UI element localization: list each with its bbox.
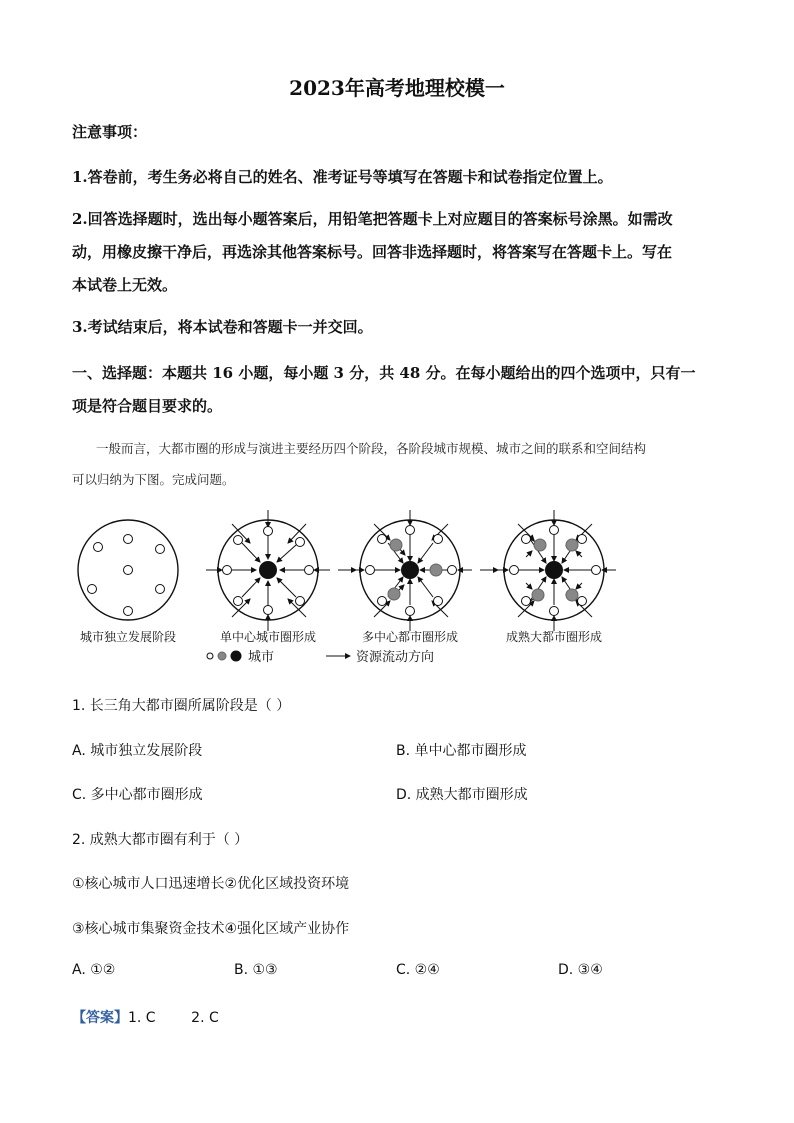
q2-statement-1: ①核心城市人口迅速增长②优化区域投资环境 <box>72 876 350 892</box>
notes-item-2-line2: 动，用橡皮擦干净后，再选涂其他答案标号。回答非选择题时，将答案写在答题卡上。写在 <box>72 243 673 261</box>
q2-option-b: B. ①③ <box>234 962 278 978</box>
stage-1-label: 城市独立发展阶段 <box>79 630 177 644</box>
stage-4-diagram <box>494 510 616 631</box>
notes-item-3: 3.考试结束后，将本试卷和答题卡一并交回。 <box>72 318 373 336</box>
q2-stem: 2. 成熟大都市圈有利于（ ） <box>72 832 249 848</box>
legend-city-label: 城市 <box>248 650 275 665</box>
answer-line <box>72 1007 219 1027</box>
q1-option-a: A. 城市独立发展阶段 <box>72 743 203 759</box>
intro-line2: 可以归纳为下图。完成问题。 <box>72 472 235 487</box>
q2-statement-2: ③核心城市集聚资金技术④强化区域产业协作 <box>72 921 350 937</box>
page-title: 2023年高考地理校模一 <box>289 76 505 100</box>
q1-stem: 1. 长三角大都市圈所属阶段是（ ） <box>72 698 291 714</box>
intro-line1: 一般而言，大都市圈的形成与演进主要经历四个阶段，各阶段城市规模、城市之间的联系和空间结构 <box>96 441 647 456</box>
answer-tag: 【答案】 <box>72 1010 128 1026</box>
stage-2-diagram <box>206 510 330 631</box>
q1-option-c: C. 多中心都市圈形成 <box>72 787 203 803</box>
answer-text: 1. C 2. C <box>128 1010 219 1026</box>
figure-legend <box>207 649 434 665</box>
q2-option-d: D. ③④ <box>558 962 603 978</box>
q1-option-d: D. 成熟大都市圈形成 <box>396 787 528 803</box>
notes-item-2-line1: 2.回答选择题时，选出每小题答案后，用铅笔把答题卡上对应题目的答案标号涂黑。如需改 <box>72 210 673 228</box>
metropolitan-stages-figure <box>60 505 740 680</box>
q2-option-c: C. ②④ <box>396 962 440 978</box>
q2-option-a: A. ①② <box>72 962 116 978</box>
stage-3-label: 多中心都市圈形成 <box>361 630 459 644</box>
notes-item-2-line3: 本试卷上无效。 <box>72 276 178 294</box>
section-heading-line2: 项是符合题目要求的。 <box>72 397 223 415</box>
q1-option-b: B. 单中心都市圈形成 <box>396 743 527 759</box>
notes-item-1: 1.答卷前，考生务必将自己的姓名、准考证号等填写在答题卡和试卷指定位置上。 <box>72 168 613 186</box>
notes-heading: 注意事项： <box>72 123 148 141</box>
section-heading-line1: 一、选择题：本题共 16 小题，每小题 3 分，共 48 分。在每小题给出的四个选项中，只有一 <box>72 364 696 382</box>
stage-3-diagram <box>350 510 472 631</box>
stage-4-label: 成熟大都市圈形成 <box>505 630 603 644</box>
stage-2-label: 单中心城市圈形成 <box>219 630 317 644</box>
legend-flow-label: 资源流动方向 <box>356 650 435 665</box>
stage-1-diagram <box>78 520 178 620</box>
